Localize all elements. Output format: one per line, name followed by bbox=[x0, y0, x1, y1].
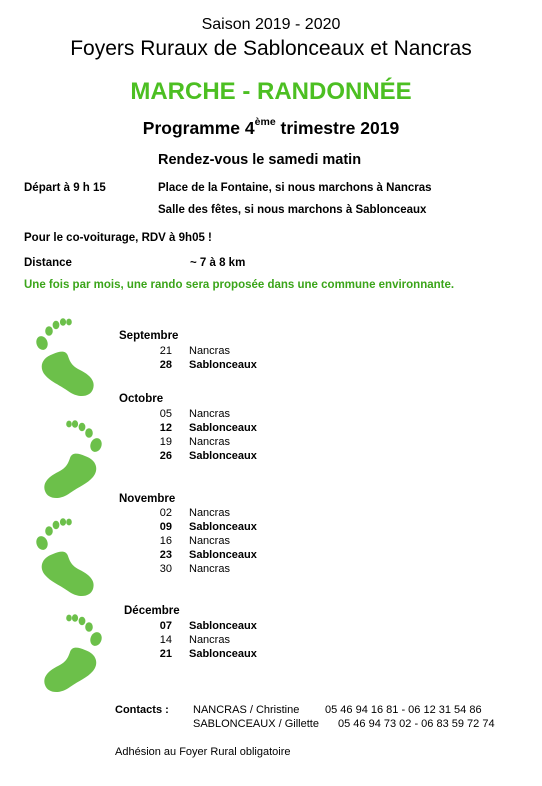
footprint-icon bbox=[34, 318, 98, 400]
adhesion-note: Adhésion au Foyer Rural obligatoire bbox=[115, 746, 291, 758]
month-heading: Décembre bbox=[124, 605, 180, 617]
contact-sablonceaux-name: SABLONCEAUX / Gillette bbox=[193, 718, 319, 730]
depart-place-nancras: Place de la Fontaine, si nous marchons à Nancras bbox=[158, 182, 432, 194]
schedule-place: Nancras bbox=[189, 535, 230, 547]
schedule-place: Nancras bbox=[189, 507, 230, 519]
contact-nancras-phones: 05 46 94 16 81 - 06 12 31 54 86 bbox=[325, 704, 482, 716]
footprint-icon bbox=[40, 614, 104, 696]
contacts-label: Contacts : bbox=[115, 704, 169, 716]
rendezvous-text: Rendez-vous le samedi matin bbox=[158, 152, 362, 168]
schedule-place: Sablonceaux bbox=[189, 648, 257, 660]
programme-pre: Programme 4 bbox=[142, 118, 255, 138]
season-text: Saison 2019 - 2020 bbox=[201, 16, 341, 33]
schedule-place: Nancras bbox=[189, 563, 230, 575]
programme-title bbox=[0, 118, 542, 139]
footprint-icon bbox=[40, 420, 104, 502]
month-heading: Octobre bbox=[119, 393, 164, 405]
organization-title: Foyers Ruraux de Sablonceaux et Nancras bbox=[70, 37, 472, 60]
distance-label: Distance bbox=[24, 257, 72, 269]
schedule-day: 21 bbox=[159, 648, 172, 660]
schedule-place: Nancras bbox=[189, 436, 230, 448]
schedule-day: 28 bbox=[159, 359, 172, 371]
schedule-place: Sablonceaux bbox=[189, 620, 257, 632]
schedule-place: Sablonceaux bbox=[189, 450, 257, 462]
schedule-place: Sablonceaux bbox=[189, 521, 257, 533]
schedule-day: 26 bbox=[159, 450, 172, 462]
schedule-place: Sablonceaux bbox=[189, 549, 257, 561]
monthly-note: Une fois par mois, une rando sera proposée dans une commune environnante. bbox=[24, 279, 455, 291]
schedule-day: 12 bbox=[159, 422, 172, 434]
depart-label: Départ à 9 h 15 bbox=[24, 182, 106, 194]
schedule-day: 21 bbox=[159, 345, 172, 357]
schedule-day: 05 bbox=[159, 408, 172, 420]
contact-nancras-name: NANCRAS / Christine bbox=[193, 704, 300, 716]
schedule-day: 16 bbox=[159, 535, 172, 547]
schedule-place: Nancras bbox=[189, 408, 230, 420]
schedule-place: Nancras bbox=[189, 345, 230, 357]
schedule-day: 09 bbox=[159, 521, 172, 533]
schedule-place: Nancras bbox=[189, 634, 230, 646]
month-heading: Novembre bbox=[119, 493, 176, 505]
schedule-day: 23 bbox=[159, 549, 172, 561]
footprint-icon bbox=[34, 518, 98, 600]
contact-sablonceaux-phones: 05 46 94 73 02 - 06 83 59 72 74 bbox=[338, 718, 495, 730]
depart-place-sablonceaux: Salle des fêtes, si nous marchons à Sablonceaux bbox=[158, 204, 427, 216]
programme-post: trimestre 2019 bbox=[275, 118, 400, 138]
programme-superscript: ème bbox=[254, 116, 276, 128]
schedule-day: 30 bbox=[159, 563, 172, 575]
schedule-day: 14 bbox=[159, 634, 172, 646]
schedule-place: Sablonceaux bbox=[189, 359, 257, 371]
schedule-day: 07 bbox=[159, 620, 172, 632]
activity-title: MARCHE - RANDONNÉE bbox=[130, 78, 412, 105]
month-heading: Septembre bbox=[119, 330, 179, 342]
covoiturage-text: Pour le co-voiturage, RDV à 9h05 ! bbox=[24, 232, 212, 244]
schedule-day: 02 bbox=[159, 507, 172, 519]
distance-value: ~ 7 à 8 km bbox=[190, 257, 246, 269]
schedule-day: 19 bbox=[159, 436, 172, 448]
schedule-place: Sablonceaux bbox=[189, 422, 257, 434]
